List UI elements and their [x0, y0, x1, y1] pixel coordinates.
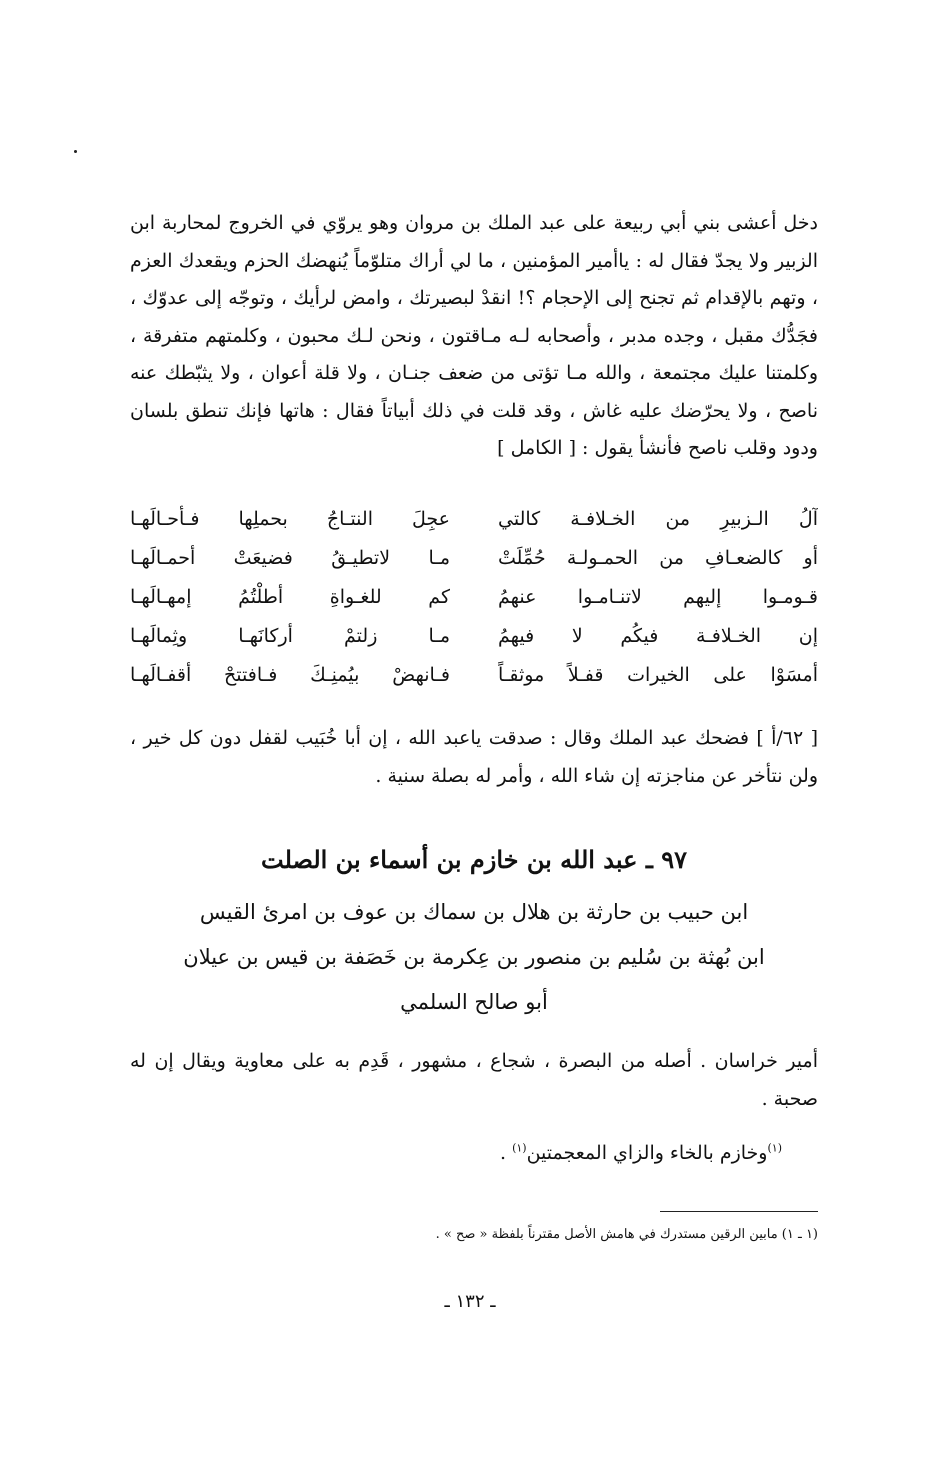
- poem-verse: [130, 656, 818, 695]
- verse-second-hemistich: كم للغـواةِ أطلْتُمُ إمهـالَهـا: [130, 586, 450, 608]
- intro-paragraph: دخل أعشى بني أبي ربيعة على عبد الملك بن مروان وهو يروّي في الخروج لمحاربة ابن الزبير ولا يجدّ فقال له : ياأمير المؤمنين ، ما لي أراك متلوّماً يُنهضك الحزم ويقعدك العزم ، وتهم بالإقدام ثم تجنح إلى الإحجام ؟! انقدْ لبصيرتك ، وامض لرأيك ، وتوجّه إلى عدوّك ، فجَدُّك مقبل ، وجده مدبر ، وأصحابه لـه مـاقتون ، ونحن لـك محبون ، وكلمتهم متفرقة ، وكلمتنا عليك مجتمعة ، والله مـا تؤتى من ضعف جنـان ، ولا قلة أعوان ، ولا يثبّطك عنه ناصح ، ولا يحرّضك عليه غاش ، وقد قلت في ذلك أبياتاً فقال : هاتها فإنك تنطق بلسان ودود وقلب ناصح فأنشأ يقول : [ الكامل ]: [130, 212, 818, 459]
- entry-lineage-line-2: ابن بُهثة بن سُليم بن منصور بن عِكرمة بن خَصَفة بن قيس بن عيلان: [183, 945, 765, 969]
- poem-verse: [130, 578, 818, 617]
- poem-verse: [130, 539, 818, 578]
- verse-first-hemistich: إن الخـلافـة فيكُم لا فيهمُ: [498, 625, 818, 647]
- annotated-text: وخازم بالخاء والزاي المعجمتين: [526, 1142, 768, 1164]
- page-number: ـ ١٣٢ ـ: [444, 1291, 496, 1312]
- verse-first-hemistich: آلُ الـزبيرِ من الخـلافـة كالتي: [498, 508, 818, 530]
- after-poem-paragraph: [ ٦٢/أ ] فضحك عبد الملك وقال : صدقت ياعبد الله ، إن أبا خُبَيب لقفل دون كل خير ، ولن نتأخر عن مناجزته إن شاء الله ، وأمر له بصلة سنية .: [130, 727, 818, 787]
- annotated-line: [130, 1135, 818, 1172]
- entry-lineage-line-1: ابن حبيب بن حارثة بن هلال بن سماك بن عوف بن امرئ القيس: [199, 900, 749, 924]
- verse-second-hemistich: فـانهضْ بيُمنِـكَ فـافتتحْ أقفـالَهـا: [130, 664, 450, 686]
- verse-first-hemistich: أمسَوْا على الخيرات قفـلاً موثقـاً: [498, 664, 818, 686]
- verse-first-hemistich: قـومـوا إليهم لاتنـامـوا عنهمُ: [498, 586, 818, 608]
- annotated-line-end: .: [499, 1142, 513, 1164]
- scan-speck: [74, 150, 77, 153]
- entry-title: ٩٧ ـ عبد الله بن خازم بن أسماء بن الصلت: [261, 845, 687, 874]
- poem: [130, 500, 818, 695]
- poem-verse: [130, 500, 818, 539]
- entry-kunya: أبو صالح السلمي: [400, 990, 548, 1014]
- footnote-marker-open: (١): [767, 1141, 782, 1155]
- biography-paragraph: أمير خراسان . أصله من البصرة ، شجاع ، مشهور ، قَدِم به على معاوية ويقال إن له صحبة .: [130, 1050, 818, 1110]
- footnote-marker-close: (١): [512, 1141, 527, 1155]
- verse-second-hemistich: عجِلَ النتـاجُ بحملِها فـأحـالَهـا: [130, 508, 450, 530]
- footnote: (١ ـ ١) مابين الرقين مستدرك في هامش الأصل مقترناً بلفظة « صح » .: [435, 1227, 818, 1242]
- footnote-separator: [660, 1211, 818, 1212]
- verse-second-hemistich: مـا زلتمْ أركانَهـا وثِمالَهـا: [130, 625, 450, 647]
- poem-verse: [130, 617, 818, 656]
- verse-first-hemistich: أو كالضعـافِ من الحمـولـة حُمِّلَتْ: [498, 547, 818, 569]
- verse-second-hemistich: مـا لاتطيـقُ فضيعَتْ أحمـالَهـا: [130, 547, 450, 569]
